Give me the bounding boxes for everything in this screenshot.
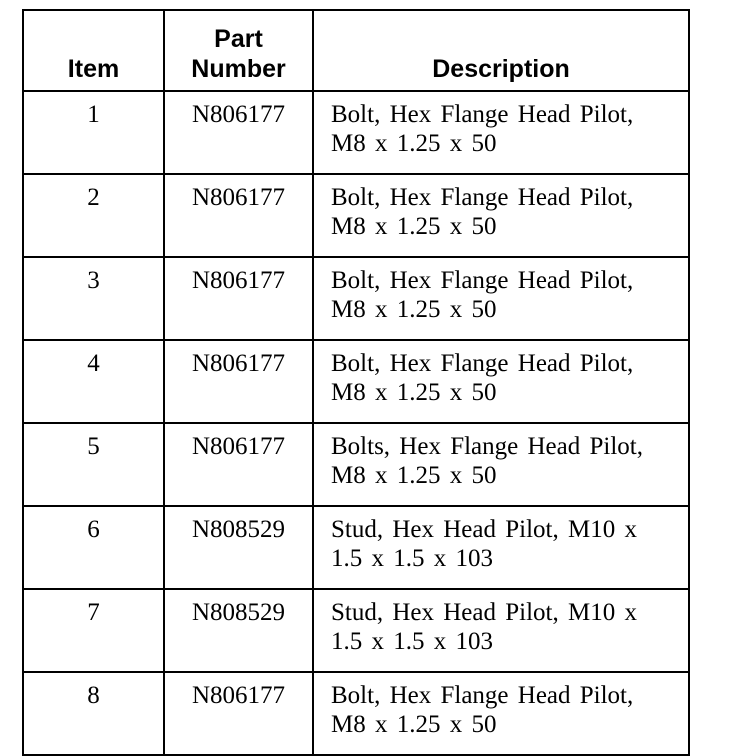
item-cell: 8 xyxy=(23,672,164,755)
table-row xyxy=(23,174,689,257)
table-row xyxy=(23,506,689,589)
description-line: 1.5 x 1.5 x 103 xyxy=(331,545,493,572)
table-row xyxy=(23,589,689,672)
description-cell xyxy=(313,91,689,174)
column-header-item-label: Item xyxy=(67,55,120,83)
table-row xyxy=(23,340,689,423)
part-number-cell: N806177 xyxy=(164,257,313,340)
description-cell xyxy=(313,506,689,589)
part-number-cell: N808529 xyxy=(164,589,313,672)
item-cell: 5 xyxy=(23,423,164,506)
description-line: Stud, Hex Head Pilot, M10 x xyxy=(331,599,637,626)
description-cell xyxy=(313,672,689,755)
column-header-description xyxy=(313,10,689,91)
column-header-item xyxy=(23,10,164,91)
description-line: Bolt, Hex Flange Head Pilot, xyxy=(331,184,634,211)
table-row xyxy=(23,257,689,340)
table-row xyxy=(23,423,689,506)
description-line: Bolt, Hex Flange Head Pilot, xyxy=(331,350,634,377)
description-cell xyxy=(313,423,689,506)
table-header-row xyxy=(23,10,689,91)
part-number-cell: N806177 xyxy=(164,672,313,755)
column-header-part-number-line2: Number xyxy=(191,55,286,83)
item-cell: 2 xyxy=(23,174,164,257)
description-cell xyxy=(313,589,689,672)
parts-table xyxy=(22,9,690,756)
table-body xyxy=(23,91,689,755)
part-number-cell: N806177 xyxy=(164,423,313,506)
item-cell: 7 xyxy=(23,589,164,672)
description-line: Bolt, Hex Flange Head Pilot, xyxy=(331,101,634,128)
part-number-cell: N806177 xyxy=(164,340,313,423)
item-cell: 3 xyxy=(23,257,164,340)
description-line: M8 x 1.25 x 50 xyxy=(331,711,497,738)
part-number-cell: N806177 xyxy=(164,91,313,174)
description-line: Bolt, Hex Flange Head Pilot, xyxy=(331,267,634,294)
description-line: M8 x 1.25 x 50 xyxy=(331,462,497,489)
column-header-description-label: Description xyxy=(432,55,570,83)
column-header-part-number xyxy=(164,10,313,91)
column-header-part-number-line1: Part xyxy=(214,25,263,53)
description-line: Bolt, Hex Flange Head Pilot, xyxy=(331,682,634,709)
description-line: Bolts, Hex Flange Head Pilot, xyxy=(331,433,643,460)
description-cell xyxy=(313,340,689,423)
item-cell: 1 xyxy=(23,91,164,174)
part-number-cell: N808529 xyxy=(164,506,313,589)
description-cell xyxy=(313,174,689,257)
description-line: M8 x 1.25 x 50 xyxy=(331,213,497,240)
table-row xyxy=(23,672,689,755)
item-cell: 4 xyxy=(23,340,164,423)
table-row xyxy=(23,91,689,174)
description-line: M8 x 1.25 x 50 xyxy=(331,379,497,406)
item-cell: 6 xyxy=(23,506,164,589)
description-cell xyxy=(313,257,689,340)
description-line: 1.5 x 1.5 x 103 xyxy=(331,628,493,655)
description-line: M8 x 1.25 x 50 xyxy=(331,296,497,323)
description-line: M8 x 1.25 x 50 xyxy=(331,130,497,157)
part-number-cell: N806177 xyxy=(164,174,313,257)
description-line: Stud, Hex Head Pilot, M10 x xyxy=(331,516,637,543)
